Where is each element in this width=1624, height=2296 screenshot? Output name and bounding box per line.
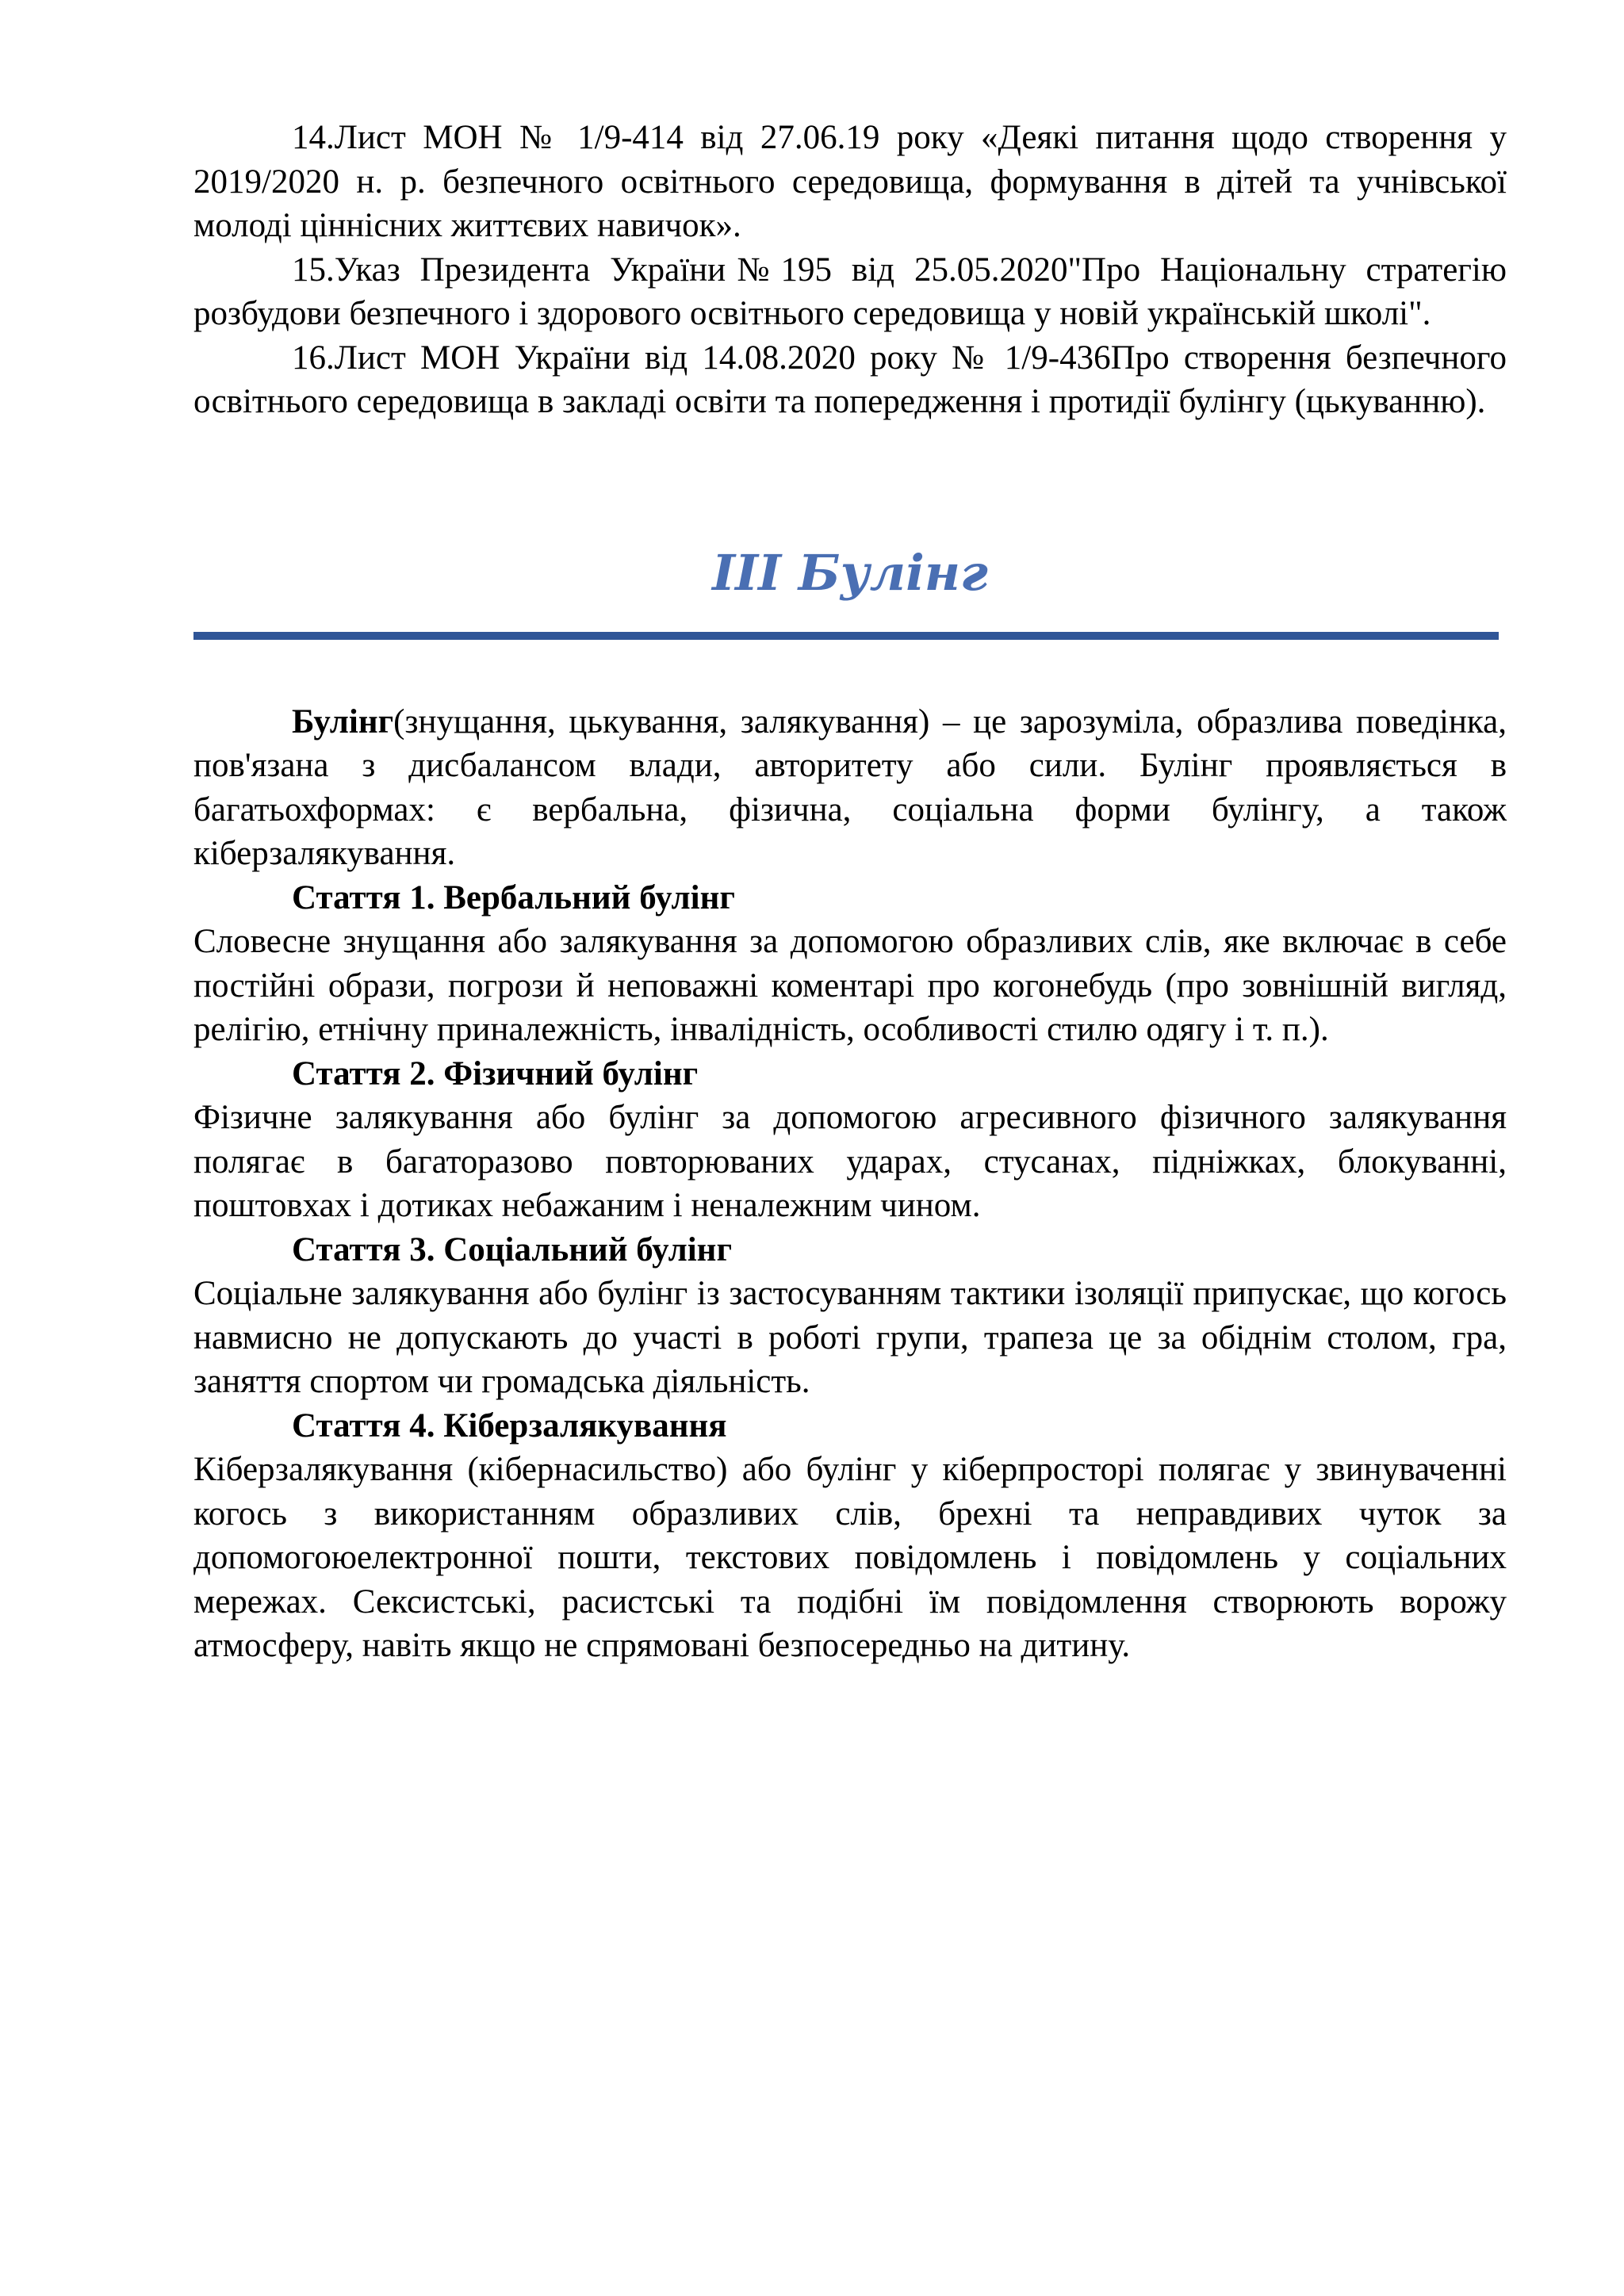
intro-term: Булінг — [292, 702, 394, 740]
reference-number: 14. — [292, 119, 335, 156]
article-text: Соціальне залякування або булінг із застосуванням тактики ізоляції припускає, що когось навмисно не допускають до участі в роботі групи, трапеза це за обіднім столом, гра, заняття спортом чи громадська діяльність. — [193, 1275, 1507, 1400]
article-title: Стаття 1. Вербальний булінг — [292, 878, 735, 916]
section-heading — [193, 424, 1507, 700]
article-text: Фізичне залякування або булінг за допомогою агресивного фізичного залякування полягає в багаторазово повторюваних ударах, стусанах, підніжках, блокуванні, поштовхах і дотиках небажаним і неналежним чином. — [193, 1099, 1507, 1224]
page-content — [193, 116, 1507, 1668]
article-text: Кіберзалякування (кібернасильство) або булінг у кіберпросторі полягає у звинуваченні когось з використанням образливих слів, брехні та неправдивих чуток за допомогоюелектронної пошти, текстових повідомлень і повідомлень у соціальних мережах. Сексистські, расистські та подібні їм повідомлення створюють ворожу атмосферу, навіть якщо не спрямовані безпосередньо на дитину. — [193, 1451, 1507, 1664]
article-title: Стаття 3. Соціальний булінг — [292, 1230, 732, 1269]
section-title-rule — [193, 632, 1499, 640]
reference-item — [193, 248, 1507, 336]
reference-number: 16. — [292, 339, 335, 377]
reference-item — [193, 336, 1507, 424]
reference-text: Лист МОН № 1/9-414 від 27.06.19 року «Деякі питання щодо створення у 2019/2020 н. р. безпечного освітнього середовища, формування в дітей та учнівської молоді ціннісних життєвих навичок». — [193, 119, 1507, 244]
article-title: Стаття 4. Кіберзалякування — [292, 1406, 727, 1445]
reference-number: 15. — [292, 251, 335, 289]
reference-text: Указ Президента України№195 від 25.05.2020"Про Національну стратегію розбудови безпечного і здорового освітнього середовища у новій українській школі". — [193, 251, 1507, 332]
reference-item — [193, 116, 1507, 248]
article-text: Словесне знущання або залякування за допомогою образливих слів, яке включає в себе постійні образи, погрози й неповажні коментарі про когонебудь (про зовнішній вигляд, релігію, етнічну приналежність, інвалідність, особливості стилю одягу і т. п.). — [193, 923, 1507, 1048]
section-title: III Булінг — [712, 543, 988, 602]
intro-text: (знущання, цькування, залякування) – це зарозуміла, образлива поведінка, пов'язана з дисбалансом влади, авторитету або сили. Булінг проявляється в багатьохформах: є вербальна, фізична, соціальна форми булінгу, а також кіберзалякування. — [193, 702, 1507, 872]
article-title: Стаття 2. Фізичний булінг — [292, 1054, 699, 1093]
intro-paragraph — [193, 700, 1507, 876]
reference-text: Лист МОН України від 14.08.2020 року № 1/9-436Про створення безпечного освітнього середовища в закладі освіти та попередження і протидії булінгу (цькуванню). — [193, 339, 1507, 420]
